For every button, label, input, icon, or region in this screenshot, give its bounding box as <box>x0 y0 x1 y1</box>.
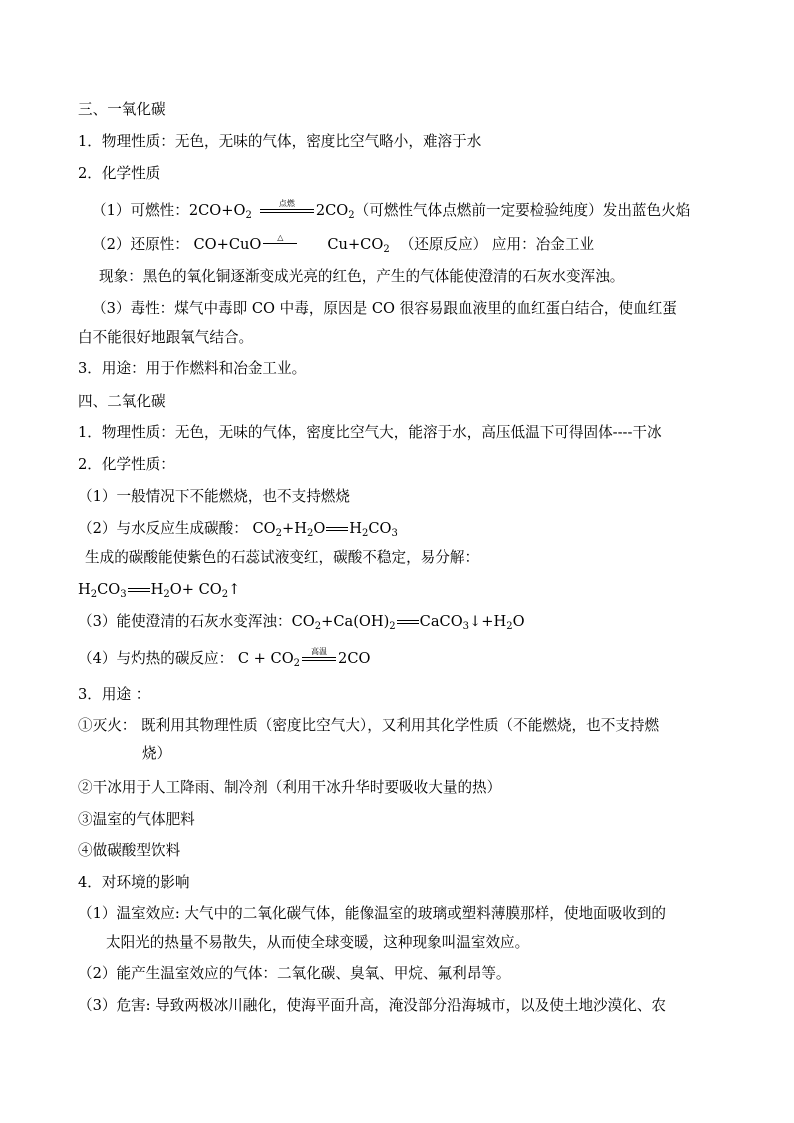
use-carbonated-drinks: ④做碳酸型饮料 <box>78 842 181 859</box>
co-phenomenon: 现象：黑色的氧化铜逐渐变成光亮的红色，产生的气体能使澄清的石灰水变浑浊。 <box>99 268 625 285</box>
environment-heading: 4．对环境的影响 <box>78 874 190 891</box>
co-combustion-line <box>92 201 690 221</box>
reaction-condition-arrow <box>300 649 338 669</box>
subscript: 2 <box>245 210 252 221</box>
use-dry-ice: ②干冰用于人工降雨、制冷剂（利用干冰升华时要吸收大量的热） <box>78 779 502 796</box>
subscript: 2 <box>348 210 355 221</box>
co2-uses-heading: 3．用途 ： <box>78 686 151 703</box>
equals-sign <box>127 580 151 600</box>
co2-chemical-properties-heading: 2．化学性质： <box>78 456 175 473</box>
co2-water-reaction-line: （2）与水反应生成碳酸： $CO_2+H_2O$ $H_2CO_3$ <box>78 520 398 539</box>
co-reduction-note: （还原反应） 应用：冶金工业 <box>399 236 595 253</box>
co-physical-properties: 1．物理性质：无色，无味的气体，密度比空气略小，难溶于水 <box>78 133 482 150</box>
greenhouse-effect-2: 太阳光的热量不易散失，从而使全球变暖，这种现象叫温室效应。 <box>106 934 530 951</box>
co-reduction-product: Cu+CO <box>327 236 384 253</box>
subscript: 3 <box>391 528 398 539</box>
carbonic-acid-note: 生成的碳酸能使紫色的石蕊试液变红，碳酸不稳定，易分解： <box>85 549 480 566</box>
co-section-title: 三、一氧化碳 <box>78 101 166 118</box>
co-reduction-label: （2）还原性： CO+CuO <box>92 236 262 253</box>
co2-limewater-line: （3）能使澄清的石灰水变浑浊：$CO_2+Ca(OH)_2$ $CaCO_3↓+H_2O$ <box>78 613 525 632</box>
greenhouse-gases: （2）能产生温室效应的气体：二氧化碳、臭氧、甲烷、氟利昂等。 <box>78 965 511 982</box>
co2-water-label: （2）与水反应生成碳酸： CO <box>78 520 276 537</box>
co2-physical-properties: 1．物理性质：无色，无味的气体，密度比空气大，能溶于水，高压低温下可得固体----干冰 <box>78 424 662 441</box>
use-fire-extinguishing-2: 烧） <box>142 745 172 762</box>
co-reduction-line <box>92 235 594 255</box>
co-toxicity-line-2: 白不能很好地跟氧气结合。 <box>78 329 254 346</box>
carbonic-acid-decomposition: $H_2CO_3$ $H_2O+$ $CO_2↑$ <box>78 581 241 600</box>
reaction-condition-arrow <box>258 201 316 221</box>
co-chemical-properties-heading: 2．化学性质 <box>78 165 161 182</box>
co-combustion-label: （1）可燃性：2CO+O <box>92 202 246 219</box>
subscript: 2 <box>383 244 390 255</box>
co-toxicity-line-1: （3）毒性：煤气中毒即 CO 中毒，原因是 CO 很容易跟血液里的血红蛋白结合，使血红蛋 <box>92 300 677 317</box>
co2-section-title: 四、二氧化碳 <box>78 393 166 410</box>
use-fire-extinguishing-1: ①灭火： 既利用其物理性质（密度比空气大），又利用其化学性质（不能燃烧，也不支持燃 <box>78 717 660 734</box>
use-greenhouse-fertilizer: ③温室的气体肥料 <box>78 811 195 828</box>
condition-ignite: 点燃 <box>278 199 295 208</box>
reaction-condition-arrow <box>261 235 299 255</box>
co2-limewater-label: （3）能使澄清的石灰水变浑浊：CO <box>78 613 315 630</box>
co2-carbon-label: （4）与灼热的碳反应： C + CO <box>78 650 294 667</box>
condition-heat: △ <box>277 233 284 242</box>
equals-sign <box>325 519 349 539</box>
co-combustion-note: （可燃性气体点燃前一定要检验纯度）发出蓝色火焰 <box>354 202 691 219</box>
condition-high-temp: 高温 <box>311 647 328 656</box>
greenhouse-effect-1: （1）温室效应: 大气中的二氧化碳气体，能像温室的玻璃或塑料薄膜那样，使地面吸收到的 <box>78 905 667 922</box>
co2-non-combustible: （1）一般情况下不能燃烧，也不支持燃烧 <box>78 488 350 505</box>
up-arrow: ↑ <box>228 581 241 598</box>
co-uses: 3．用途：用于作燃料和冶金工业。 <box>78 360 307 377</box>
greenhouse-hazards: （3）危害: 导致两极冰川融化，使海平面升高，淹没部分沿海城市，以及使土地沙漠化、农 <box>78 997 667 1014</box>
co2-carbon-reaction-line: （4）与灼热的碳反应： $C + CO_2$ 高温 2CO <box>78 647 371 669</box>
equals-sign <box>396 612 420 632</box>
co-combustion-product: 2CO <box>315 202 349 219</box>
